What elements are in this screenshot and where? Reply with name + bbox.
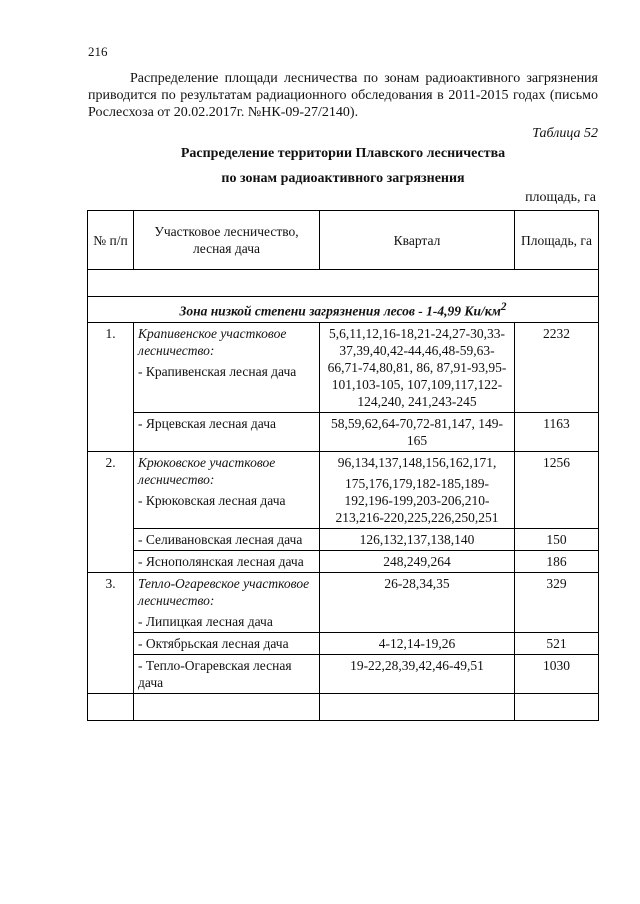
forestry-cell <box>134 572 320 632</box>
area-cell: 329 <box>515 572 599 632</box>
header-quarter: Квартал <box>320 211 515 270</box>
header-forestry: Участковое лесничество, лесная дача <box>134 211 320 270</box>
table-row <box>88 451 599 528</box>
unit-label: площадь, га <box>525 190 596 205</box>
table-label: Таблица 52 <box>532 126 598 141</box>
zone-row <box>88 297 599 323</box>
page-number: 216 <box>88 44 108 59</box>
empty-row <box>88 693 599 720</box>
intro-paragraph: Распределение площади лесничества по зонам радиоактивного загрязнения приводится по результатам радиационного обследования в 2011-2015 годах (письмо Рослесхоза от 20.02.2017г. №НК-09-27/2140). <box>88 71 598 120</box>
quarters-cell: 126,132,137,138,140 <box>320 528 515 550</box>
table-header-row <box>88 211 599 270</box>
area-cell: 186 <box>515 550 599 572</box>
zone-superscript: 2 <box>500 301 507 313</box>
header-area: Площадь, га <box>515 211 599 270</box>
table-row <box>88 654 599 693</box>
area-cell: 1163 <box>515 412 599 451</box>
dacha-name: - Липицкая лесная дача <box>138 613 273 629</box>
area-cell: 521 <box>515 632 599 654</box>
row-number: 1. <box>88 322 134 451</box>
district-name: Крюковское участковое лесничество: <box>138 454 276 487</box>
table-title-line1: Распределение территории Плавского лесничества <box>180 146 506 161</box>
forestry-cell <box>134 322 320 412</box>
area-cell: 1256 <box>515 451 599 528</box>
empty-row <box>88 270 599 297</box>
quarters-part-a: 96,134,137,148,156,162,171, <box>337 454 497 470</box>
zone-title: Зона низкой степени загрязнения лесов - 1-4,99 $Ки/км^2$ <box>88 297 599 323</box>
row-number: 2. <box>88 451 134 572</box>
table-row <box>88 550 599 572</box>
quarters-cell: 26-28,34,35 <box>320 572 515 632</box>
district-name: Тепло-Огаревское участковое лесничество: <box>138 575 310 608</box>
quarters-cell: 58,59,62,64-70,72-81,147, 149-165 <box>320 412 515 451</box>
forestry-cell <box>134 451 320 528</box>
table-row <box>88 322 599 412</box>
area-cell: 2232 <box>515 322 599 412</box>
dacha-name: - Крюковская лесная дача <box>138 492 286 508</box>
dacha-name: - Крапивенская лесная дача <box>138 363 297 379</box>
zone-distribution-table <box>87 210 599 721</box>
header-num: № п/п <box>88 211 134 270</box>
quarters-cell: 19-22,28,39,42,46-49,51 <box>320 654 515 693</box>
table-row <box>88 572 599 632</box>
quarters-cell: 248,249,264 <box>320 550 515 572</box>
table-title-line2: по зонам радиоактивного загрязнения <box>221 171 465 186</box>
dacha-name: - Октябрьская лесная дача <box>134 632 320 654</box>
table-row <box>88 412 599 451</box>
table-row <box>88 528 599 550</box>
table-row <box>88 632 599 654</box>
dacha-name: - Ярцевская лесная дача <box>134 412 320 451</box>
row-number: 3. <box>88 572 134 693</box>
area-cell: 150 <box>515 528 599 550</box>
dacha-name: - Яснополянская лесная дача <box>134 550 320 572</box>
dacha-name: - Селивановская лесная дача <box>134 528 320 550</box>
quarters-cell: 4-12,14-19,26 <box>320 632 515 654</box>
quarters-cell <box>320 451 515 528</box>
district-name: Крапивенское участковое лесничество: <box>138 325 287 358</box>
dacha-name: - Тепло-Огаревская лесная дача <box>134 654 320 693</box>
area-cell: 1030 <box>515 654 599 693</box>
quarters-part-b: 175,176,179,182-185,189-192,196-199,203-206,210-213,216-220,225,226,250,251 <box>335 475 499 525</box>
quarters-cell: 5,6,11,12,16-18,21-24,27-30,33-37,39,40,42-44,46,48-59,63-66,71-74,80,81, 86, 87,91-93,95-101,103-105, 107,109,117,122-124,240, 241,243-245 <box>320 322 515 412</box>
